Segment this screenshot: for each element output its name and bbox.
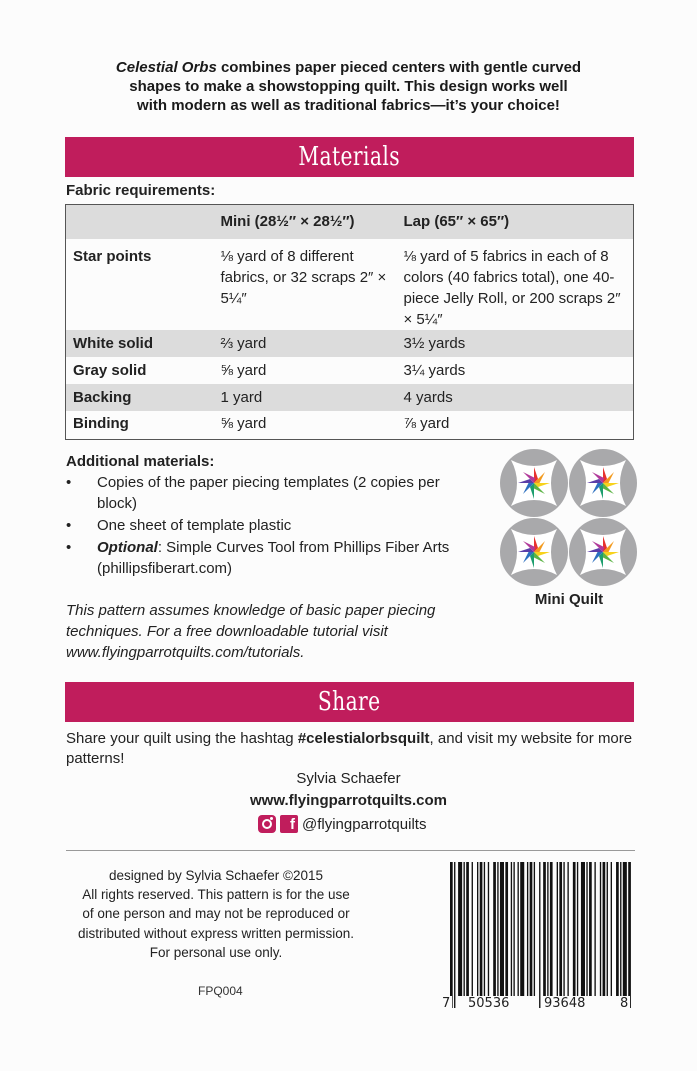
row-label: Binding: [73, 415, 129, 433]
mini-value: 1 yard: [220, 389, 263, 407]
lap-value: ⅞ yard: [403, 415, 450, 433]
table-header-cell: Lap (65″ × 65″): [403, 213, 510, 230]
lap-value: 4 yards: [403, 389, 453, 407]
mini-value: ⅛ yard of 8 different fabrics, or 32 scraps 2″ × 5¼″: [220, 248, 387, 307]
barcode-bar: [450, 862, 453, 1008]
barcode-bar: [493, 862, 496, 996]
optional-label: Optional: [97, 539, 158, 556]
copyright-notice: designed by Sylvia Schaefer ©2015 All rights reserved. This pattern is for the use of one person and may not be reproduced or distributed without express written permission. For personal use only.: [77, 868, 355, 960]
barcode-bar: [464, 862, 465, 996]
barcode-bar: [472, 862, 473, 996]
share-banner: Share: [65, 682, 634, 722]
barcode-bar: [534, 862, 535, 996]
social-handle-row: [258, 813, 426, 835]
assumption-note: This pattern assumes knowledge of basic paper piecing techniques. For a free downloadable tutorial visit www.flyingparrotquilts.com/tutorials.: [66, 602, 436, 661]
barcode-bar: [586, 862, 587, 996]
fabric-requirements-table: [65, 204, 634, 440]
barcode-bar: [497, 862, 498, 996]
barcode-bar: [454, 862, 455, 1008]
row-label: White solid: [73, 335, 153, 353]
barcode-bar: [589, 862, 592, 996]
lap-value: ⅛ yard of 5 fabrics in each of 8 colors (40 fabrics total), one 40-piece Jelly Roll, or 200 scraps 2″ × 5¼″: [403, 248, 621, 328]
barcode-bar: [559, 862, 562, 996]
row-label: Backing: [73, 389, 132, 407]
barcode-bar: [513, 862, 514, 996]
barcode-bar: [600, 862, 601, 996]
list-item: • Optional: Simple Curves Tool from Phillips Fiber Arts (phillipsfiberart.com): [66, 539, 450, 577]
barcode-digits: [442, 996, 638, 1016]
barcode-bar: [616, 862, 619, 996]
product-code: FPQ004: [198, 984, 243, 998]
barcode-bar: [543, 862, 546, 1008]
barcode-bar: [458, 862, 462, 996]
pattern-title: Celestial Orbs: [115, 59, 217, 76]
mini-value: ⅔ yard: [220, 335, 267, 353]
table-row: [66, 411, 634, 439]
lap-value: 3¼ yards: [403, 362, 466, 380]
barcode-digit: 50536: [468, 996, 510, 1011]
mini-quilt-image: [499, 446, 639, 591]
table-header-row: [66, 205, 634, 240]
barcode-bar: [611, 862, 612, 996]
author-name: Sylvia Schaefer: [296, 770, 401, 787]
social-handle: @flyingparrotquilts: [302, 815, 427, 833]
barcode-digit: 8: [620, 996, 629, 1011]
barcode-bar: [527, 862, 528, 996]
barcode-bar: [547, 862, 548, 996]
barcode-digit: 93648: [544, 996, 586, 1011]
instagram-icon: [258, 815, 276, 833]
hashtag: #celestialorbsquilt: [297, 730, 430, 747]
table-row: [66, 357, 634, 384]
table-row: [66, 330, 634, 357]
table-header-cell: [66, 205, 216, 240]
mini-value: ⅝ yard: [220, 415, 267, 433]
barcode-bar: [603, 862, 606, 996]
mini-value: ⅝ yard: [220, 362, 267, 380]
footer-divider: [66, 850, 635, 851]
barcode-bar: [620, 862, 621, 996]
barcode-bar: [628, 862, 631, 1008]
lap-value: 3½ yards: [403, 335, 466, 353]
table-row: [66, 239, 634, 330]
barcode-bar: [484, 862, 485, 996]
barcode-bar: [550, 862, 553, 996]
barcode-bar: [594, 862, 595, 996]
barcode-digit: 7: [442, 996, 451, 1011]
barcode-bar: [581, 862, 585, 996]
table-header-cell: Mini (28½″ × 28½″): [220, 213, 355, 230]
barcode-bar: [577, 862, 578, 996]
row-label: Gray solid: [73, 362, 147, 380]
barcode-bar: [530, 862, 533, 996]
barcode-bar: [518, 862, 519, 996]
share-paragraph: Share your quilt using the hashtag #celestialorbsquilt, and visit my website for more patterns!: [66, 730, 633, 767]
barcode-bar: [567, 862, 568, 996]
barcode-bar: [466, 862, 469, 996]
additional-materials-list: [66, 472, 476, 580]
facebook-icon: f: [280, 815, 298, 833]
list-item: • Copies of the paper piecing templates (2 copies per block): [66, 474, 440, 512]
barcode-bar: [539, 862, 540, 1008]
mini-quilt-label: Mini Quilt: [534, 591, 604, 608]
barcode-bar: [511, 862, 512, 996]
barcode-bar: [573, 862, 576, 996]
intro-paragraph: Celestial Orbs combines paper pieced centers with gentle curved shapes to make a showstopping quilt. This design works well with modern as well as traditional fabrics—it’s your choice!: [115, 59, 582, 114]
barcode: [442, 862, 638, 1012]
website-link[interactable]: www.flyingparrotquilts.com: [250, 792, 447, 809]
table-row: [66, 384, 634, 411]
fabric-requirements-heading: Fabric requirements:: [66, 182, 216, 199]
row-label: Star points: [73, 248, 152, 265]
barcode-bar: [488, 862, 489, 996]
barcode-bar: [520, 862, 524, 996]
barcode-bar: [557, 862, 558, 996]
materials-banner: Materials: [65, 137, 634, 177]
barcode-bar: [623, 862, 627, 1008]
barcode-bar: [505, 862, 508, 996]
barcode-bar: [477, 862, 478, 996]
barcode-bar: [480, 862, 483, 996]
barcode-bar: [563, 862, 564, 996]
barcode-bar: [500, 862, 504, 996]
additional-materials-heading: Additional materials:: [66, 453, 215, 470]
list-item: • One sheet of template plastic: [66, 517, 292, 534]
barcode-bar: [607, 862, 608, 996]
